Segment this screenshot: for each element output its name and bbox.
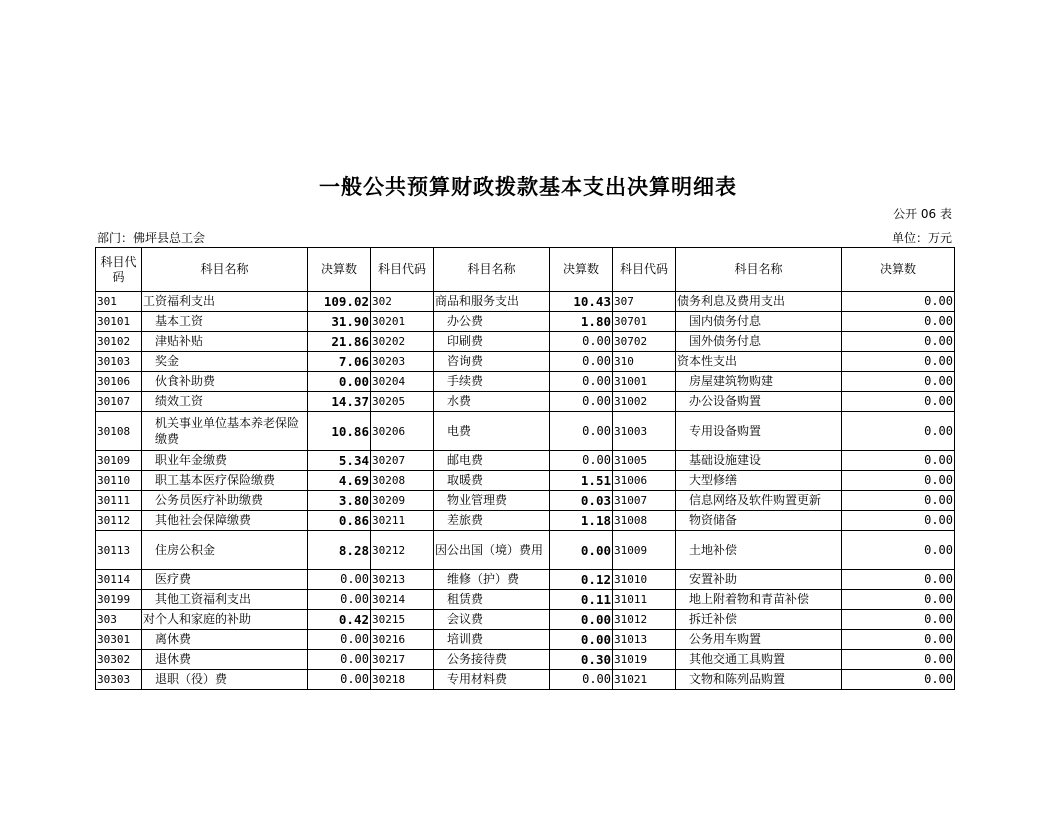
subject-code-cell: 30211 bbox=[371, 511, 434, 531]
subject-name-cell: 地上附着物和青苗补偿 bbox=[676, 590, 842, 610]
subject-code-cell: 30204 bbox=[371, 372, 434, 392]
subject-name-cell: 信息网络及软件购置更新 bbox=[676, 491, 842, 511]
amount-cell: 0.00 bbox=[842, 590, 955, 610]
table-row bbox=[96, 412, 955, 451]
subject-name-cell: 公务用车购置 bbox=[676, 630, 842, 650]
subject-code-cell: 30205 bbox=[371, 392, 434, 412]
amount-cell: 1.51 bbox=[550, 471, 613, 491]
subject-name-cell: 大型修缮 bbox=[676, 471, 842, 491]
amount-cell: 0.12 bbox=[550, 570, 613, 590]
subject-name-cell: 咨询费 bbox=[434, 352, 550, 372]
subject-name-cell: 维修（护）费 bbox=[434, 570, 550, 590]
subject-name-cell: 办公费 bbox=[434, 312, 550, 332]
header-cell: 科目代码 bbox=[371, 248, 434, 292]
amount-cell: 0.00 bbox=[550, 352, 613, 372]
amount-cell: 4.69 bbox=[308, 471, 371, 491]
subject-name-cell: 津贴补贴 bbox=[142, 332, 308, 352]
subject-code-cell: 30702 bbox=[613, 332, 676, 352]
subject-code-cell: 30303 bbox=[96, 670, 142, 690]
department-label: 部门：佛坪县总工会 bbox=[97, 231, 206, 245]
subject-name-cell: 商品和服务支出 bbox=[434, 292, 550, 312]
subject-code-cell: 302 bbox=[371, 292, 434, 312]
amount-cell: 0.00 bbox=[308, 570, 371, 590]
subject-name-cell: 专用材料费 bbox=[434, 670, 550, 690]
subject-name-cell: 退职（役）费 bbox=[142, 670, 308, 690]
header-cell: 科目名称 bbox=[676, 248, 842, 292]
table-row bbox=[96, 332, 955, 352]
amount-cell: 0.00 bbox=[550, 372, 613, 392]
subject-name-cell: 退休费 bbox=[142, 650, 308, 670]
amount-cell: 0.00 bbox=[842, 650, 955, 670]
subject-name-cell: 债务利息及费用支出 bbox=[676, 292, 842, 312]
subject-code-cell: 31007 bbox=[613, 491, 676, 511]
table-row bbox=[96, 312, 955, 332]
header-cell: 科目名称 bbox=[142, 248, 308, 292]
unit-label: 单位：万元 bbox=[891, 231, 952, 245]
amount-cell: 0.00 bbox=[308, 670, 371, 690]
subject-code-cell: 30206 bbox=[371, 412, 434, 451]
amount-cell: 0.00 bbox=[842, 292, 955, 312]
amount-cell: 0.00 bbox=[550, 392, 613, 412]
subject-code-cell: 30111 bbox=[96, 491, 142, 511]
amount-cell: 0.00 bbox=[842, 352, 955, 372]
subject-name-cell: 拆迁补偿 bbox=[676, 610, 842, 630]
form-number: 公开 06 表 bbox=[893, 207, 952, 221]
subject-code-cell: 30101 bbox=[96, 312, 142, 332]
amount-cell: 0.86 bbox=[308, 511, 371, 531]
subject-name-cell: 因公出国（境）费用 bbox=[434, 531, 550, 570]
subject-code-cell: 31012 bbox=[613, 610, 676, 630]
subject-code-cell: 31005 bbox=[613, 451, 676, 471]
subject-name-cell: 培训费 bbox=[434, 630, 550, 650]
amount-cell: 0.00 bbox=[308, 590, 371, 610]
subject-code-cell: 30218 bbox=[371, 670, 434, 690]
amount-cell: 0.00 bbox=[842, 610, 955, 630]
subject-name-cell: 医疗费 bbox=[142, 570, 308, 590]
subject-code-cell: 30301 bbox=[96, 630, 142, 650]
subject-code-cell: 30207 bbox=[371, 451, 434, 471]
table-row bbox=[96, 352, 955, 372]
subject-code-cell: 31008 bbox=[613, 511, 676, 531]
amount-cell: 0.00 bbox=[550, 332, 613, 352]
subject-name-cell: 基本工资 bbox=[142, 312, 308, 332]
subject-name-cell: 住房公积金 bbox=[142, 531, 308, 570]
table-row bbox=[96, 610, 955, 630]
amount-cell: 1.80 bbox=[550, 312, 613, 332]
amount-cell: 1.18 bbox=[550, 511, 613, 531]
subject-code-cell: 30217 bbox=[371, 650, 434, 670]
amount-cell: 0.00 bbox=[842, 511, 955, 531]
amount-cell: 0.00 bbox=[550, 610, 613, 630]
subject-name-cell: 资本性支出 bbox=[676, 352, 842, 372]
subject-code-cell: 31013 bbox=[613, 630, 676, 650]
subject-name-cell: 水费 bbox=[434, 392, 550, 412]
subject-name-cell: 职业年金缴费 bbox=[142, 451, 308, 471]
subject-name-cell: 公务接待费 bbox=[434, 650, 550, 670]
table-row bbox=[96, 471, 955, 491]
subject-code-cell: 30102 bbox=[96, 332, 142, 352]
amount-cell: 0.00 bbox=[842, 312, 955, 332]
subject-code-cell: 31002 bbox=[613, 392, 676, 412]
table-row bbox=[96, 630, 955, 650]
amount-cell: 10.86 bbox=[308, 412, 371, 451]
subject-code-cell: 303 bbox=[96, 610, 142, 630]
amount-cell: 0.00 bbox=[842, 471, 955, 491]
subject-name-cell: 职工基本医疗保险缴费 bbox=[142, 471, 308, 491]
subject-name-cell: 印刷费 bbox=[434, 332, 550, 352]
table-row bbox=[96, 511, 955, 531]
subject-name-cell: 公务员医疗补助缴费 bbox=[142, 491, 308, 511]
amount-cell: 0.00 bbox=[308, 630, 371, 650]
table-row bbox=[96, 650, 955, 670]
subject-name-cell: 奖金 bbox=[142, 352, 308, 372]
amount-cell: 0.00 bbox=[550, 670, 613, 690]
subject-name-cell: 对个人和家庭的补助 bbox=[142, 610, 308, 630]
amount-cell: 0.11 bbox=[550, 590, 613, 610]
subject-code-cell: 30112 bbox=[96, 511, 142, 531]
header-cell: 科目代码 bbox=[613, 248, 676, 292]
subject-name-cell: 文物和陈列品购置 bbox=[676, 670, 842, 690]
subject-code-cell: 30215 bbox=[371, 610, 434, 630]
subject-code-cell: 31021 bbox=[613, 670, 676, 690]
subject-code-cell: 31019 bbox=[613, 650, 676, 670]
amount-cell: 0.00 bbox=[842, 670, 955, 690]
amount-cell: 0.00 bbox=[550, 412, 613, 451]
subject-name-cell: 其他工资福利支出 bbox=[142, 590, 308, 610]
amount-cell: 0.00 bbox=[842, 531, 955, 570]
amount-cell: 7.06 bbox=[308, 352, 371, 372]
header-cell: 科目名称 bbox=[434, 248, 550, 292]
subject-code-cell: 30103 bbox=[96, 352, 142, 372]
amount-cell: 0.00 bbox=[550, 531, 613, 570]
amount-cell: 31.90 bbox=[308, 312, 371, 332]
header-cell: 决算数 bbox=[550, 248, 613, 292]
table-row bbox=[96, 531, 955, 570]
subject-code-cell: 30199 bbox=[96, 590, 142, 610]
subject-name-cell: 基础设施建设 bbox=[676, 451, 842, 471]
subject-name-cell: 会议费 bbox=[434, 610, 550, 630]
subject-name-cell: 手续费 bbox=[434, 372, 550, 392]
amount-cell: 0.00 bbox=[842, 332, 955, 352]
table-row bbox=[96, 292, 955, 312]
subject-name-cell: 专用设备购置 bbox=[676, 412, 842, 451]
amount-cell: 0.00 bbox=[308, 372, 371, 392]
subject-name-cell: 房屋建筑物购建 bbox=[676, 372, 842, 392]
subject-name-cell: 伙食补助费 bbox=[142, 372, 308, 392]
subject-name-cell: 办公设备购置 bbox=[676, 392, 842, 412]
subject-name-cell: 机关事业单位基本养老保险缴费 bbox=[142, 412, 308, 451]
subject-code-cell: 30201 bbox=[371, 312, 434, 332]
subject-code-cell: 31006 bbox=[613, 471, 676, 491]
subject-name-cell: 电费 bbox=[434, 412, 550, 451]
subject-name-cell: 物资储备 bbox=[676, 511, 842, 531]
amount-cell: 0.00 bbox=[842, 570, 955, 590]
amount-cell: 21.86 bbox=[308, 332, 371, 352]
amount-cell: 0.00 bbox=[842, 372, 955, 392]
amount-cell: 8.28 bbox=[308, 531, 371, 570]
table-row bbox=[96, 372, 955, 392]
subject-name-cell: 国内债务付息 bbox=[676, 312, 842, 332]
subject-name-cell: 取暖费 bbox=[434, 471, 550, 491]
subject-name-cell: 绩效工资 bbox=[142, 392, 308, 412]
subject-code-cell: 30208 bbox=[371, 471, 434, 491]
amount-cell: 0.00 bbox=[550, 630, 613, 650]
table-row bbox=[96, 392, 955, 412]
amount-cell: 10.43 bbox=[550, 292, 613, 312]
subject-code-cell: 30216 bbox=[371, 630, 434, 650]
amount-cell: 14.37 bbox=[308, 392, 371, 412]
subject-code-cell: 30113 bbox=[96, 531, 142, 570]
amount-cell: 0.00 bbox=[842, 392, 955, 412]
subject-code-cell: 30106 bbox=[96, 372, 142, 392]
subject-name-cell: 土地补偿 bbox=[676, 531, 842, 570]
subject-name-cell: 其他社会保障缴费 bbox=[142, 511, 308, 531]
subject-code-cell: 307 bbox=[613, 292, 676, 312]
amount-cell: 0.00 bbox=[842, 630, 955, 650]
subject-name-cell: 离休费 bbox=[142, 630, 308, 650]
table-row bbox=[96, 590, 955, 610]
amount-cell: 0.00 bbox=[308, 650, 371, 670]
subject-code-cell: 30212 bbox=[371, 531, 434, 570]
amount-cell: 0.00 bbox=[842, 491, 955, 511]
subject-code-cell: 31011 bbox=[613, 590, 676, 610]
amount-cell: 5.34 bbox=[308, 451, 371, 471]
table-row bbox=[96, 670, 955, 690]
page-title: 一般公共预算财政拨款基本支出决算明细表 bbox=[319, 174, 737, 199]
subject-name-cell: 物业管理费 bbox=[434, 491, 550, 511]
amount-cell: 109.02 bbox=[308, 292, 371, 312]
subject-code-cell: 30302 bbox=[96, 650, 142, 670]
subject-code-cell: 30108 bbox=[96, 412, 142, 451]
table-row bbox=[96, 491, 955, 511]
subject-name-cell: 工资福利支出 bbox=[142, 292, 308, 312]
subject-code-cell: 31003 bbox=[613, 412, 676, 451]
subject-code-cell: 30209 bbox=[371, 491, 434, 511]
subject-code-cell: 31009 bbox=[613, 531, 676, 570]
amount-cell: 3.80 bbox=[308, 491, 371, 511]
subject-code-cell: 30701 bbox=[613, 312, 676, 332]
subject-code-cell: 30109 bbox=[96, 451, 142, 471]
expenditure-table bbox=[95, 247, 955, 690]
subject-code-cell: 30114 bbox=[96, 570, 142, 590]
subject-name-cell: 租赁费 bbox=[434, 590, 550, 610]
subject-code-cell: 310 bbox=[613, 352, 676, 372]
amount-cell: 0.00 bbox=[842, 412, 955, 451]
header-cell: 决算数 bbox=[308, 248, 371, 292]
subject-code-cell: 30213 bbox=[371, 570, 434, 590]
header-cell: 科目代码 bbox=[96, 248, 142, 292]
subject-name-cell: 差旅费 bbox=[434, 511, 550, 531]
table-row bbox=[96, 570, 955, 590]
subject-code-cell: 30203 bbox=[371, 352, 434, 372]
subject-code-cell: 30110 bbox=[96, 471, 142, 491]
subject-code-cell: 30107 bbox=[96, 392, 142, 412]
amount-cell: 0.03 bbox=[550, 491, 613, 511]
amount-cell: 0.00 bbox=[550, 451, 613, 471]
subject-name-cell: 安置补助 bbox=[676, 570, 842, 590]
subject-name-cell: 邮电费 bbox=[434, 451, 550, 471]
header-cell: 决算数 bbox=[842, 248, 955, 292]
amount-cell: 0.00 bbox=[842, 451, 955, 471]
table-row bbox=[96, 451, 955, 471]
subject-name-cell: 其他交通工具购置 bbox=[676, 650, 842, 670]
subject-name-cell: 国外债务付息 bbox=[676, 332, 842, 352]
subject-code-cell: 301 bbox=[96, 292, 142, 312]
amount-cell: 0.30 bbox=[550, 650, 613, 670]
amount-cell: 0.42 bbox=[308, 610, 371, 630]
subject-code-cell: 30202 bbox=[371, 332, 434, 352]
subject-code-cell: 31001 bbox=[613, 372, 676, 392]
subject-code-cell: 31010 bbox=[613, 570, 676, 590]
subject-code-cell: 30214 bbox=[371, 590, 434, 610]
header-row bbox=[96, 248, 955, 292]
